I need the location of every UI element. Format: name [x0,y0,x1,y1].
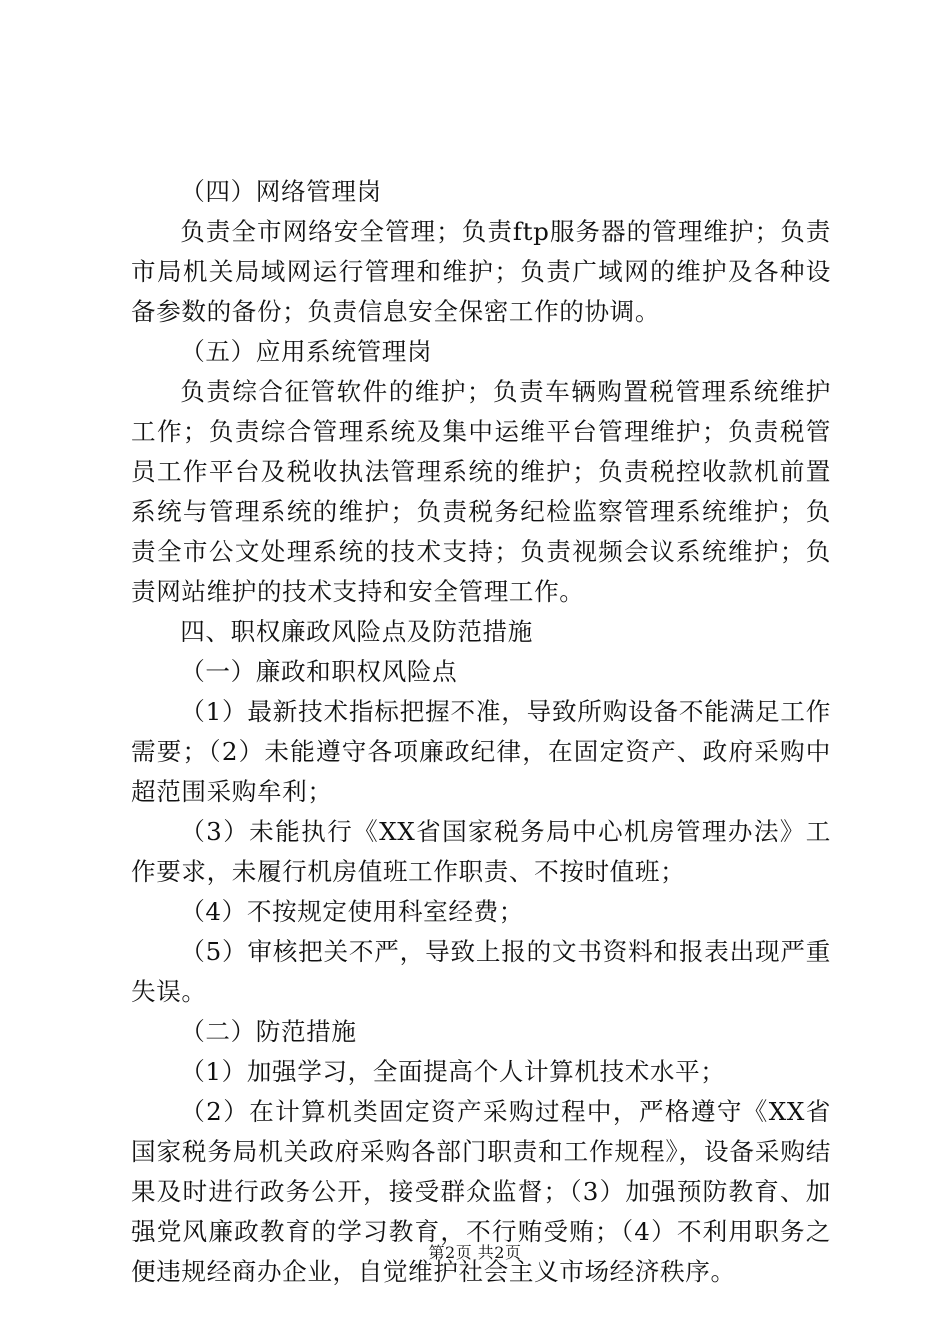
paragraph-measure-items-2-4: （2）在计算机类固定资产采购过程中，严格遵守《XX省国家税务局机关政府采购各部门职责和工作规程》，设备采购结果及时进行政务公开，接受群众监督；（3）加强预防教育、加强党风廉政教育的学习教育，不行贿受贿；（4）不利用职务之便违规经商办企业，自觉维护社会主义市场经济秩序。 [131,1097,831,1286]
subsection-heading-measures: （二）防范措施 [180,1017,357,1046]
page-number-footer: 第2页 共2页 [428,1243,522,1262]
paragraph-risk-item-4: （4）不按规定使用科室经费； [180,897,524,926]
paragraph-measure-item-1: （1）加强学习，全面提高个人计算机技术水平； [180,1057,726,1086]
paragraph-network-admin-duties: 负责全市网络安全管理；负责ftp服务器的管理维护；负责市局机关局域网运行管理和维护；负责广域网的维护及各种设备参数的备份；负责信息安全保密工作的协调。 [131,217,831,326]
section-heading-network-admin: （四）网络管理岗 [180,177,382,206]
section-heading-risk-and-measures: 四、职权廉政风险点及防范措施 [180,617,533,646]
paragraph-risk-item-3: （3）未能执行《XX省国家税务局中心机房管理办法》工作要求，未履行机房值班工作职责、不按时值班； [131,817,831,886]
subsection-heading-risk-points: （一）廉政和职权风险点 [180,657,458,686]
paragraph-risk-item-5: （5）审核把关不严，导致上报的文书资料和报表出现严重失误。 [131,937,831,1006]
paragraph-risk-item-1-2: （1）最新技术指标把握不准，导致所购设备不能满足工作需要；（2）未能遵守各项廉政纪律，在固定资产、政府采购中超范围采购牟利； [131,697,831,806]
section-heading-application-admin: （五）应用系统管理岗 [180,337,433,366]
paragraph-application-admin-duties: 负责综合征管软件的维护；负责车辆购置税管理系统维护工作；负责综合管理系统及集中运维平台管理维护；负责税管员工作平台及税收执法管理系统的维护；负责税控收款机前置系统与管理系统的维护；负责税务纪检监察管理系统维护；负责全市公文处理系统的技术支持；负责视频会议系统维护；负责网站维护的技术支持和安全管理工作。 [131,377,831,606]
document-body [131,172,831,1292]
